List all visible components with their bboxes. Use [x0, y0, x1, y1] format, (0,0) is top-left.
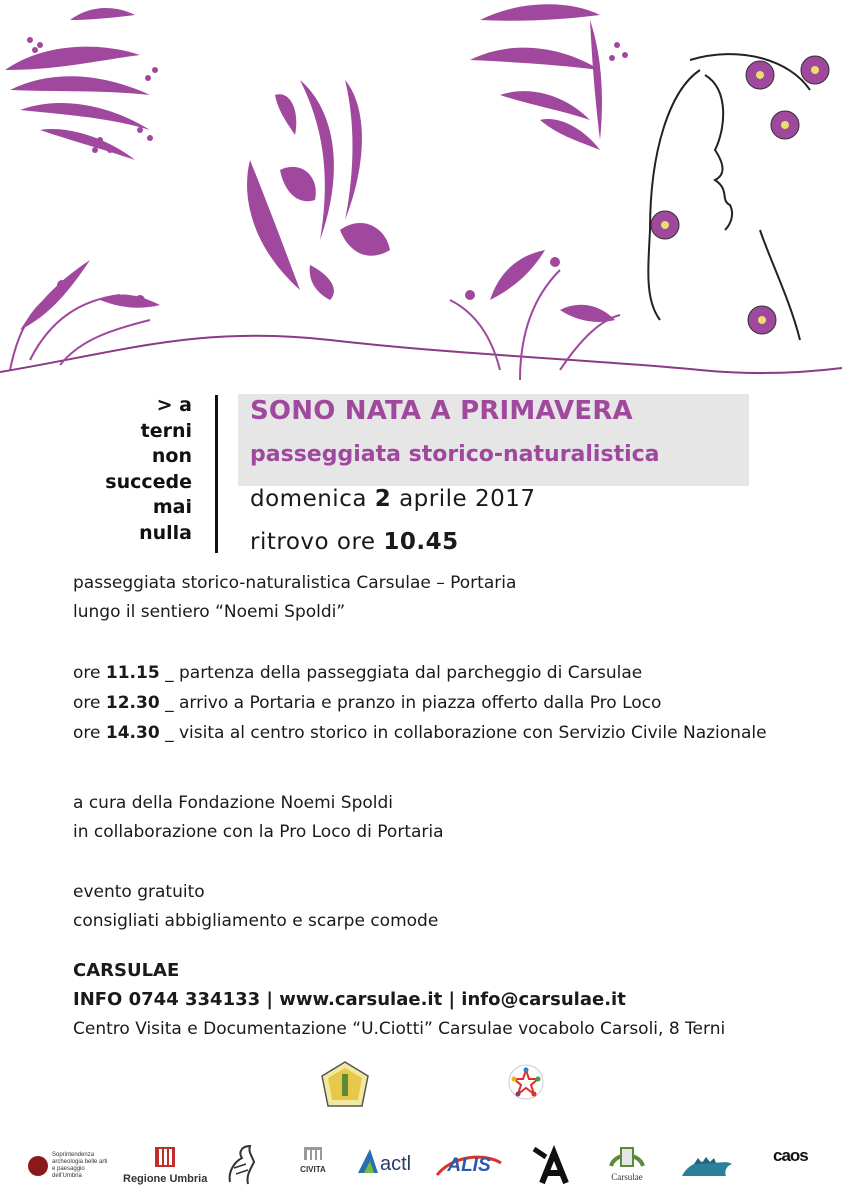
notes-line: evento gratuito — [73, 882, 205, 902]
description-line: lungo il sentiero “Noemi Spoldi” — [73, 602, 346, 622]
date-day: 2 — [374, 486, 392, 512]
actl-triangle-icon — [356, 1147, 380, 1175]
civita-label: CIVITA — [300, 1165, 326, 1174]
carsulae-logo — [603, 1146, 651, 1182]
schedule-prefix: ore — [73, 663, 101, 683]
date-year: 2017 — [474, 486, 536, 512]
schedule-time: 14.30 — [105, 723, 160, 743]
schedule-item — [73, 722, 767, 744]
slogan-line: terni — [140, 419, 192, 442]
schedule-text: _ arrivo a Portaria e pranzo in piazza offerto dalla Pro Loco — [165, 693, 662, 713]
alis-logo — [433, 1151, 505, 1181]
servizio-civile-nazionale-logo — [498, 1062, 554, 1104]
caos-label: caos — [773, 1146, 808, 1165]
soprintendenza-label: Soprintendenza archeologia belle arti e paesaggio dell'Umbria — [52, 1152, 108, 1179]
schedule-item — [73, 692, 661, 714]
schedule-item — [73, 662, 642, 684]
caos-logo — [773, 1148, 811, 1164]
soprintendenza-emblem-icon — [28, 1156, 48, 1176]
slogan-line: > a — [156, 394, 192, 416]
regione-umbria-logo — [123, 1145, 207, 1185]
date-month: aprile — [399, 486, 468, 512]
slogan-line: non — [151, 445, 192, 467]
event-date — [250, 486, 536, 512]
civita-building-icon — [302, 1145, 324, 1161]
carsulae-label: Carsulae — [611, 1172, 643, 1182]
description-line: passeggiata storico-naturalistica Carsulae – Portaria — [73, 573, 517, 593]
date-prefix: domenica — [250, 486, 367, 512]
actl-logo — [356, 1147, 411, 1175]
dinosaur-logo-icon — [680, 1154, 734, 1180]
schedule-time: 11.15 — [105, 663, 160, 683]
alis-label: ALIS — [447, 1155, 491, 1176]
schedule-prefix: ore — [73, 723, 101, 743]
slogan-line: nulla — [139, 521, 192, 544]
organizers-line: in collaborazione con la Pro Loco di Portaria — [73, 822, 444, 842]
notes-line: consigliati abbigliamento e scarpe comode — [73, 911, 439, 931]
slogan — [60, 393, 192, 546]
schedule-prefix: ore — [73, 693, 101, 713]
slogan-line: succede — [105, 470, 192, 493]
contacts-info: INFO 0744 334133 | www.carsulae.it | info@carsulae.it — [73, 989, 626, 1010]
slogan-line: mai — [152, 496, 192, 518]
actl-label: actl — [380, 1153, 412, 1175]
meeting-time-value: 10.45 — [383, 529, 459, 555]
schedule-text: _ visita al centro storico in collaborazione con Servizio Civile Nazionale — [165, 723, 767, 743]
schedule-text: _ partenza della passeggiata dal parcheggio di Carsulae — [165, 663, 643, 683]
organizers-line: a cura della Fondazione Noemi Spoldi — [73, 793, 393, 813]
contacts-title: CARSULAE — [73, 960, 180, 981]
pro-loco-shield-logo — [320, 1060, 370, 1108]
vertical-divider — [215, 395, 218, 553]
event-subtitle: passeggiata storico-naturalistica — [250, 442, 660, 467]
schedule-time: 12.30 — [105, 693, 160, 713]
floral-header-illustration — [0, 0, 842, 390]
civita-logo — [298, 1145, 328, 1174]
comune-terni-dragon-icon — [224, 1142, 260, 1186]
letter-a-logo-icon — [530, 1145, 574, 1185]
carsulae-arch-icon — [607, 1146, 647, 1168]
meeting-prefix: ritrovo ore — [250, 529, 376, 555]
regione-umbria-label: Regione Umbria — [123, 1173, 208, 1185]
regione-umbria-emblem-icon — [153, 1145, 177, 1169]
contacts-address: Centro Visita e Documentazione “U.Ciotti” Carsulae vocabolo Carsoli, 8 Terni — [73, 1019, 726, 1039]
event-title: SONO NATA A PRIMAVERA — [250, 396, 633, 426]
soprintendenza-logo — [28, 1152, 110, 1180]
meeting-time — [250, 529, 459, 555]
